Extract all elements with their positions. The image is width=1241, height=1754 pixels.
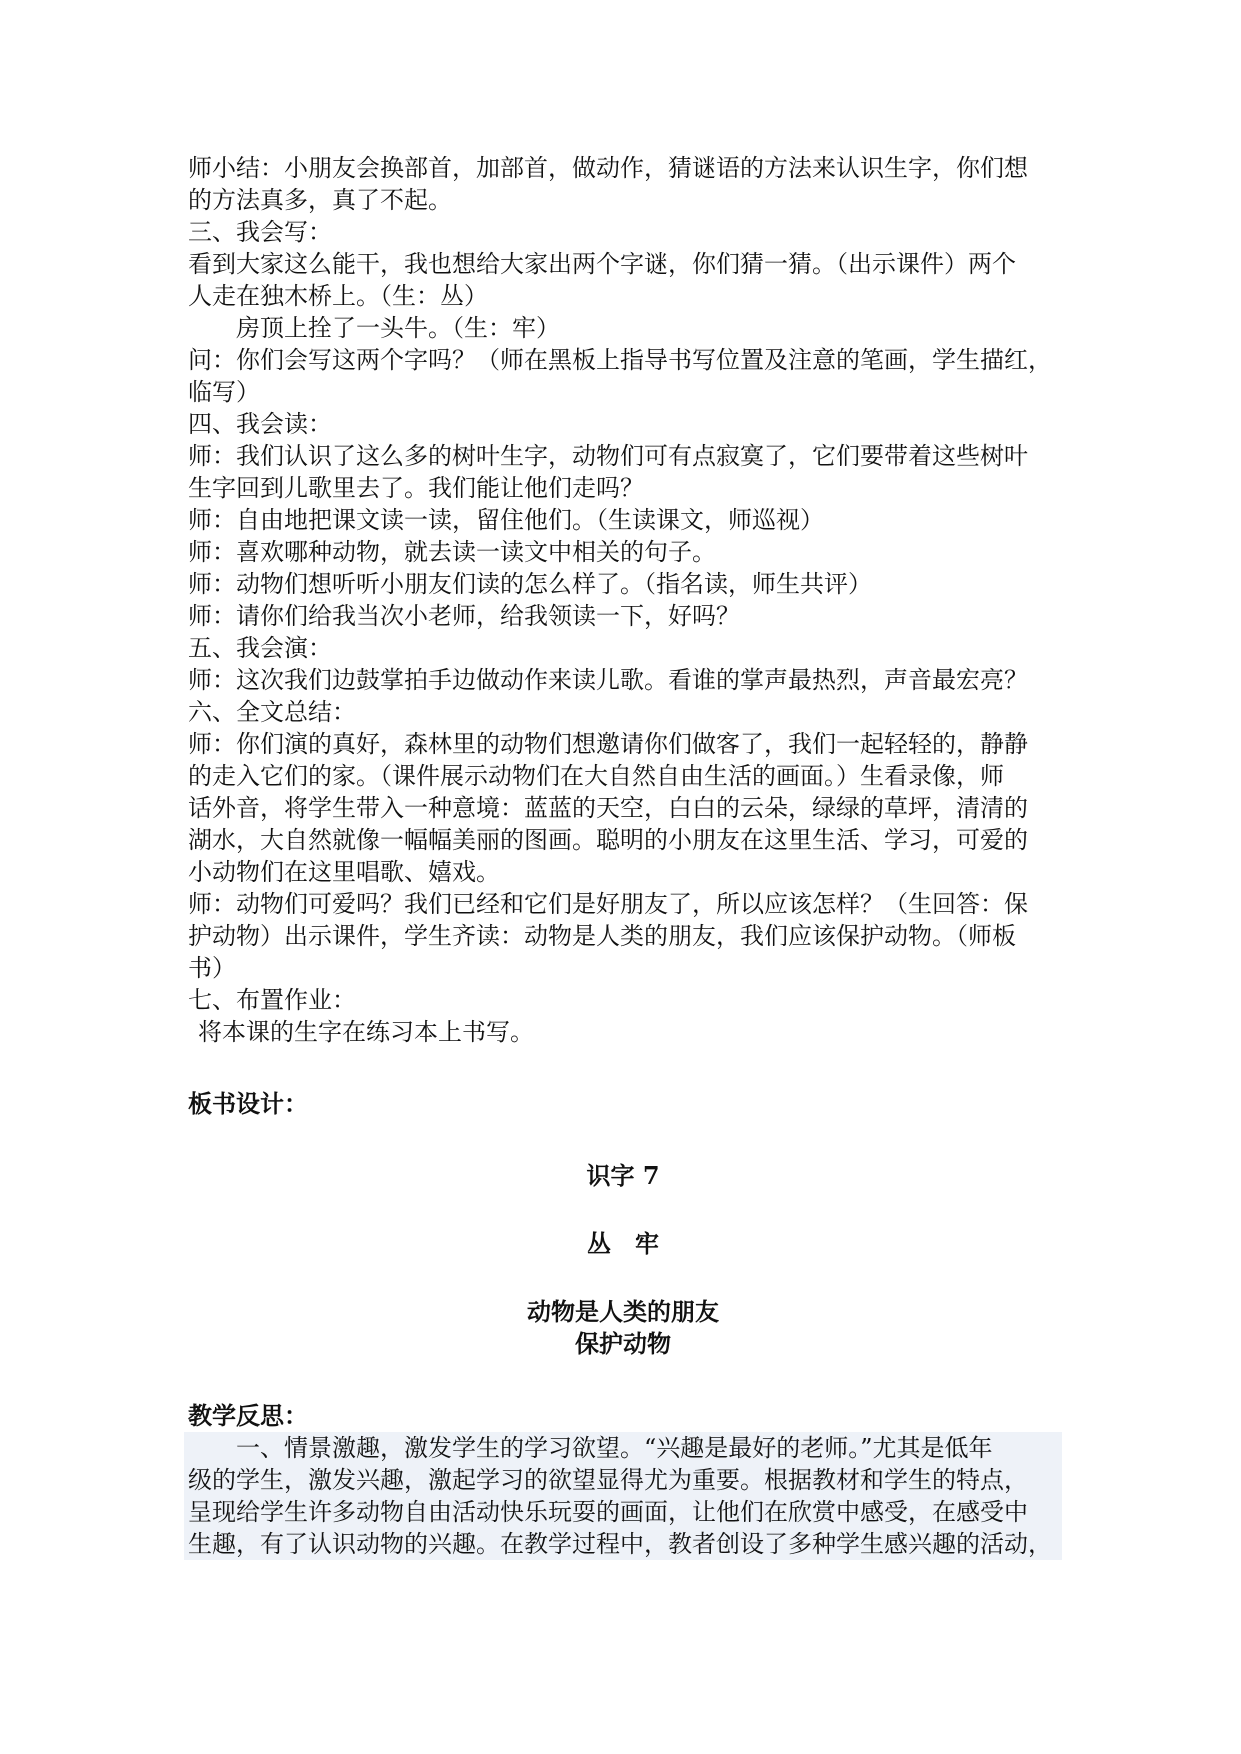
text-line: 生趣，有了认识动物的兴趣。在教学过程中，教者创设了多种学生感兴趣的活动， <box>188 1530 1052 1558</box>
text-line: 临写） <box>188 378 260 406</box>
text-line: 将本课的生字在练习本上书写。 <box>198 1018 534 1046</box>
text-line: 湖水，大自然就像一幅幅美丽的图画。聪明的小朋友在这里生活、学习，可爱的 <box>188 826 1028 854</box>
text-line: 话外音，将学生带入一种意境：蓝蓝的天空，白白的云朵，绿绿的草坪，清清的 <box>188 794 1028 822</box>
text-line: 生字回到儿歌里去了。我们能让他们走吗？ <box>188 474 644 502</box>
text-line: 师小结：小朋友会换部首，加部首，做动作，猜谜语的方法来认识生字，你们想 <box>188 154 1028 182</box>
section-heading: 三、我会写： <box>188 218 332 246</box>
board-title: 识字 7 <box>586 1161 660 1190</box>
text-line: 师：动物们想听听小朋友们读的怎么样了。（指名读，师生共评） <box>188 570 872 598</box>
text-line: 人走在独木桥上。（生：丛） <box>188 282 488 310</box>
section-heading: 四、我会读： <box>188 410 332 438</box>
text-line: 书） <box>188 954 236 982</box>
text-line: 师：我们认识了这么多的树叶生字，动物们可有点寂寞了，它们要带着这些树叶 <box>188 442 1028 470</box>
text-line: 的方法真多，真了不起。 <box>188 186 452 214</box>
board-design-heading: 板书设计： <box>188 1089 308 1118</box>
text-line: 师：自由地把课文读一读，留住他们。（生读课文，师巡视） <box>188 506 824 534</box>
document-page <box>188 152 1058 1560</box>
board-line-2: 保护动物 <box>575 1329 671 1358</box>
text-line: 级的学生，激发兴趣，激起学习的欲望显得尤为重要。根据教材和学生的特点， <box>188 1466 1028 1494</box>
reflection-paragraph <box>184 1432 1062 1560</box>
text-line: 小动物们在这里唱歌、嬉戏。 <box>188 858 500 886</box>
text-line: 问：你们会写这两个字吗？（师在黑板上指导书写位置及注意的笔画，学生描红， <box>188 346 1052 374</box>
section-heading: 六、全文总结： <box>188 698 356 726</box>
text-line: 师：动物们可爱吗？我们已经和它们是好朋友了，所以应该怎样？（生回答：保 <box>188 890 1028 918</box>
section-heading: 五、我会演： <box>188 634 332 662</box>
text-line: 一、情景激趣，激发学生的学习欲望。“兴趣是最好的老师。”尤其是低年 <box>236 1434 993 1462</box>
text-line: 房顶上拴了一头牛。（生：牢） <box>236 314 560 342</box>
text-line: 看到大家这么能干，我也想给大家出两个字谜，你们猜一猜。（出示课件）两个 <box>188 250 1016 278</box>
text-line: 师：这次我们边鼓掌拍手边做动作来读儿歌。看谁的掌声最热烈，声音最宏亮？ <box>188 666 1028 694</box>
text-line: 护动物）出示课件，学生齐读：动物是人类的朋友，我们应该保护动物。（师板 <box>188 922 1016 950</box>
reflection-heading: 教学反思： <box>188 1401 308 1430</box>
text-line: 的走入它们的家。（课件展示动物们在大自然自由生活的画面。）生看录像，师 <box>188 762 1004 790</box>
section-heading: 七、布置作业： <box>188 986 356 1014</box>
text-line: 师：你们演的真好，森林里的动物们想邀请你们做客了，我们一起轻轻的，静静 <box>188 730 1028 758</box>
text-line: 师：喜欢哪种动物，就去读一读文中相关的句子。 <box>188 538 716 566</box>
board-line-1: 动物是人类的朋友 <box>527 1297 719 1326</box>
text-line: 呈现给学生许多动物自由活动快乐玩耍的画面，让他们在欣赏中感受，在感受中 <box>188 1498 1028 1526</box>
board-characters: 丛 牢 <box>587 1229 659 1258</box>
text-line: 师：请你们给我当次小老师，给我领读一下，好吗？ <box>188 602 740 630</box>
